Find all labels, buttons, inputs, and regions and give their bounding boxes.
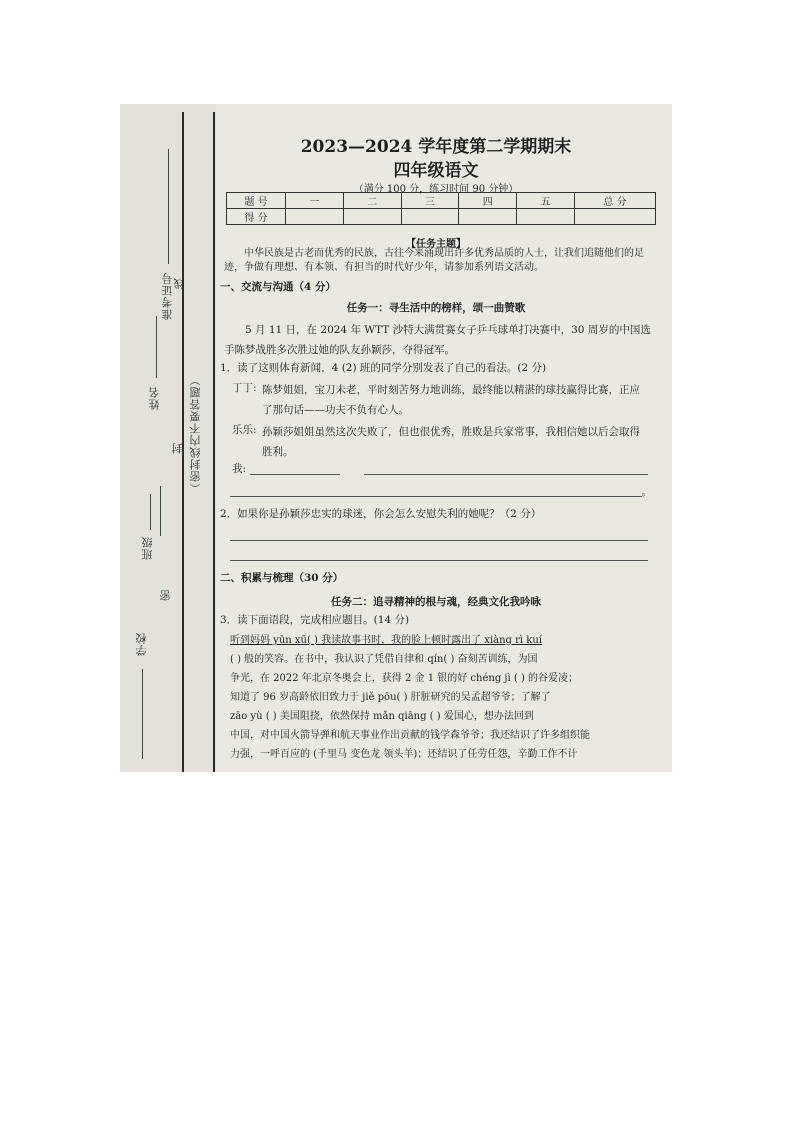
score-table-header-row <box>227 193 656 209</box>
seal-line-inner <box>213 112 215 772</box>
lele-text: 孙颖莎姐姐虽然这次失败了，但也很优秀，胜败是兵家常事，我相信她以后会取得胜利。 <box>262 426 640 458</box>
score-box[interactable] <box>286 209 344 225</box>
score-cell-1: 一 <box>286 193 344 209</box>
score-row-label: 得 分 <box>227 209 286 225</box>
seal-notice: （密封线内不要答题） <box>189 374 202 494</box>
score-table <box>226 192 656 225</box>
line-char: 线 <box>173 277 186 289</box>
score-box[interactable] <box>575 209 656 225</box>
dingding-text: 陈梦姐姐，宝刀未老，平时刻苦努力地训练，最终能以精湛的球技赢得比赛，正应了那句话——功夫不负有心人。 <box>262 384 640 416</box>
period-mark: 。 <box>641 486 652 498</box>
name-label: 姓名 <box>148 386 161 410</box>
exam-subject: 四年级语文 <box>393 161 479 181</box>
exam-number-blank <box>168 149 169 264</box>
news-text: 5 月 11 日，在 2024 年 WTT 沙特大满贯赛女子乒乓球单打决赛中，30 周岁的中国选手陈梦战胜多次胜过她的队友孙颖莎，夺得冠军。 <box>224 324 651 356</box>
score-box[interactable] <box>459 209 517 225</box>
class-blank-top <box>160 486 161 536</box>
score-cell-4: 四 <box>459 193 517 209</box>
school-blank <box>142 669 143 759</box>
mi-char: 密 <box>159 589 172 601</box>
school-label: 学校 <box>135 632 148 656</box>
binding-gutter <box>120 104 216 772</box>
answer-line[interactable] <box>230 540 648 541</box>
exam-photo <box>120 104 672 772</box>
score-box[interactable] <box>517 209 575 225</box>
class-blank <box>150 494 151 530</box>
exam-content <box>218 104 672 772</box>
passage-line: 争光，在 2022 年北京冬奥会上，获得 2 金 1 银的好 chéng jì ( ) 的谷爱凌； <box>230 673 579 684</box>
answer-line[interactable] <box>250 474 340 475</box>
passage-line: 听到妈妈 yūn xū( ) 我读故事书时，我的脸上顿时露出了 xiàng rì kuí <box>230 635 542 646</box>
answer-line[interactable] <box>364 474 648 475</box>
score-cell-total: 总 分 <box>575 193 656 209</box>
answer-line[interactable] <box>230 560 648 561</box>
seal-char: 封 <box>171 442 184 454</box>
lele-label: 乐乐: <box>232 424 257 436</box>
passage-line: 知道了 96 岁高龄依旧致力于 jiě pōu( ) 肝脏研究的吴孟超爷爷；了解了 <box>230 692 551 703</box>
question-1: 1．读了这则体育新闻，4 (2) 班的同学分别发表了自己的看法。(2 分) <box>220 362 547 374</box>
score-table-score-row <box>227 209 656 225</box>
task-theme-text: 中华民族是古老而优秀的民族，古往今来涌现出许多优秀品质的人士，让我们追随他们的足迹，争做有理想、有本领、有担当的时代好少年，请参加系列语文活动。 <box>224 248 644 273</box>
task-theme-heading: 【任务主题】 <box>406 239 466 250</box>
exam-number-label: 准考证号 <box>161 272 174 320</box>
question-3: 3．读下面语段，完成相应题目。(14 分) <box>220 614 410 626</box>
passage-line: 中国，对中国火箭导弹和航天事业作出贡献的钱学森爷爷；我还结识了许多组织能 <box>230 730 590 741</box>
score-box[interactable] <box>401 209 459 225</box>
exam-note: （满分 100 分，练习时间 90 分钟） <box>353 184 519 195</box>
name-blank <box>156 316 157 378</box>
exam-title: 2023—2024 学年度第二学期期末 <box>300 137 572 157</box>
score-cell-2: 二 <box>343 193 401 209</box>
score-cell-5: 五 <box>517 193 575 209</box>
passage-line: ( ) 般的笑容。在书中，我认识了凭借自律和 qín( ) 奋刻苦训练，为国 <box>230 654 538 665</box>
score-box[interactable] <box>343 209 401 225</box>
question-3-passage <box>230 631 658 764</box>
score-cell-label: 题 号 <box>227 193 286 209</box>
question-2: 2．如果你是孙颖莎忠实的球迷，你会怎么安慰失利的她呢？（2 分） <box>220 508 542 520</box>
section2-heading: 二、积累与梳理（30 分） <box>220 572 344 584</box>
passage-line: 力强，一呼百应的 (千里马 变色龙 领头羊)；还结识了任劳任怨，辛勤工作不计 <box>230 749 578 760</box>
section1-heading: 一、交流与沟通（4 分） <box>220 281 336 293</box>
answer-line[interactable] <box>230 496 642 497</box>
class-label: 班级 <box>141 536 154 560</box>
task2-title: 任务二：追寻精神的根与魂，经典文化我吟咏 <box>331 596 541 608</box>
passage-line: zāo yù ( ) 美国阻挠，依然保持 mǎn qiāng ( ) 爱国心，想办法回到 <box>230 711 534 722</box>
score-cell-3: 三 <box>401 193 459 209</box>
me-label: 我: <box>232 463 247 475</box>
task1-title: 任务一：寻生活中的榜样，颂一曲赞歌 <box>346 302 526 314</box>
dingding-label: 丁丁: <box>232 382 257 394</box>
